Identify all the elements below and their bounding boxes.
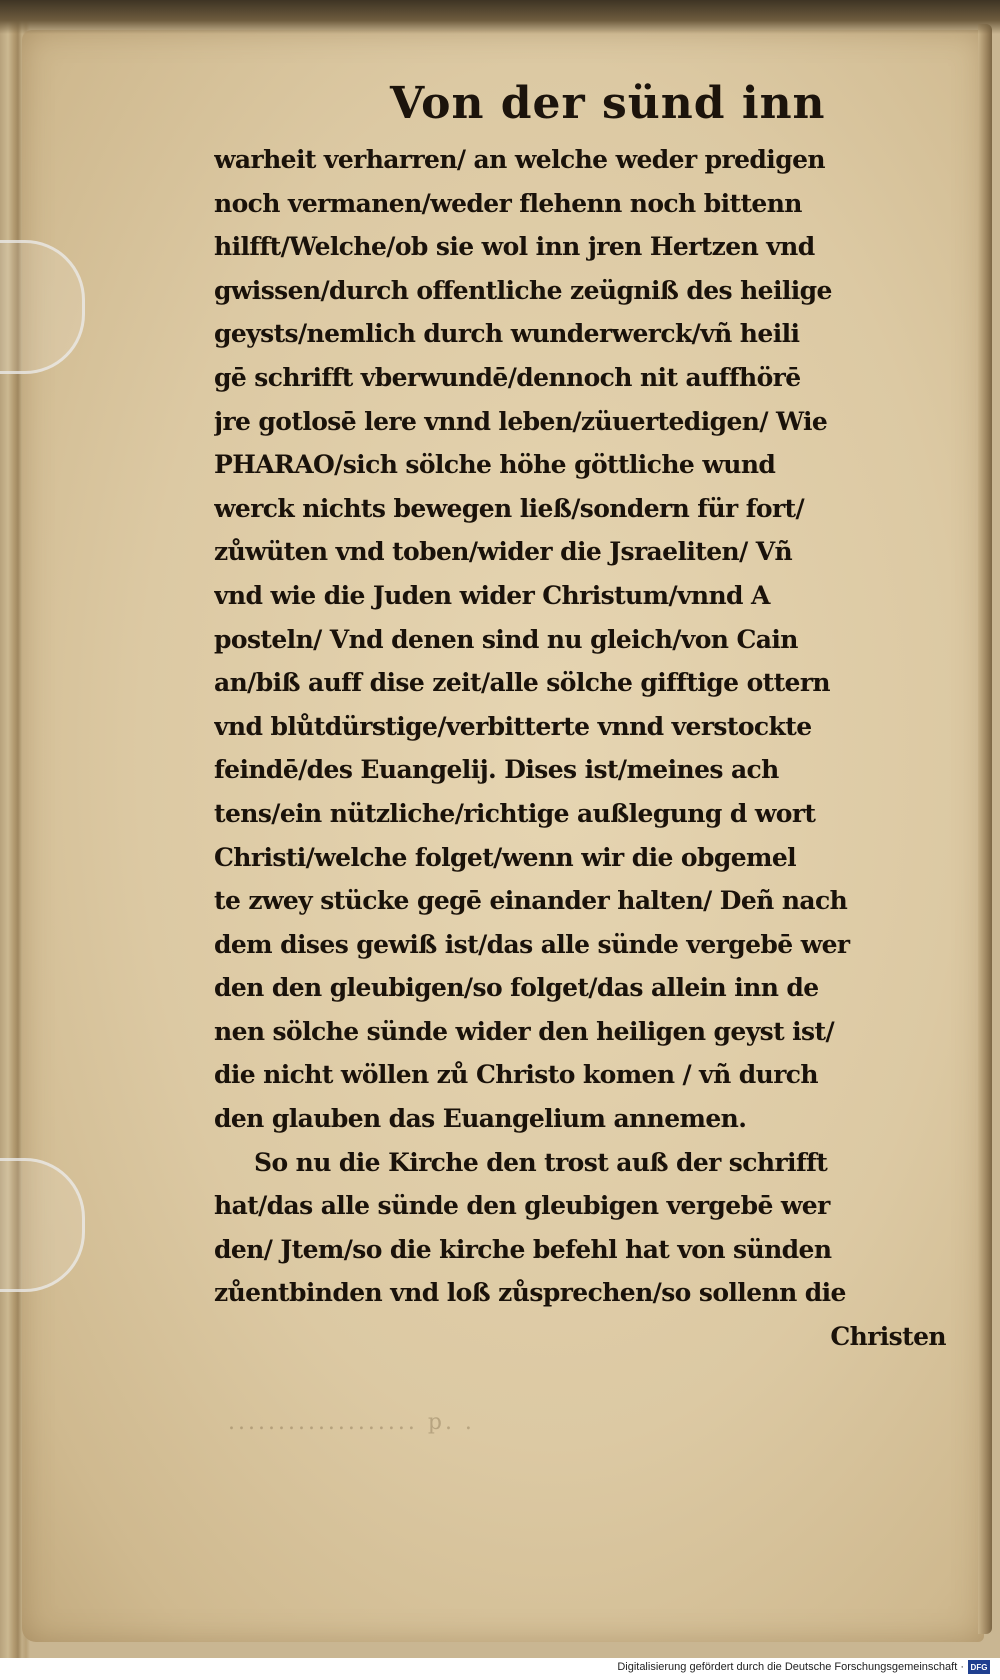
text-line: feindē/des Euangelij. Dises ist/meines ach xyxy=(214,755,779,785)
text-line: gwissen/durch offentliche zeügniß des heilige xyxy=(214,275,832,305)
text-line: warheit verharren/ an welche weder predigen xyxy=(214,145,825,174)
text-line: die nicht wöllen zů Christo komen / vñ durch xyxy=(214,1060,819,1090)
page-edge xyxy=(978,24,992,1634)
text-line: an/biß auff dise zeit/alle sölche gifftige ottern xyxy=(214,668,831,698)
text-line: Christi/welche folget/wenn wir die obgemel xyxy=(214,842,797,872)
text-line: vnd blůtdürstige/verbitterte vnnd verstockte xyxy=(214,711,812,741)
footer-credit: Digitalisierung gefördert durch die Deutsche Forschungsgemeinschaft · xyxy=(617,1661,964,1673)
text-line: werck nichts bewegen ließ/sondern für fort/ xyxy=(214,493,804,523)
running-head: Von der sünd inn xyxy=(390,78,826,129)
text-line: hilfft/Welche/ob sie wol inn jren Hertzen vnd xyxy=(214,232,815,262)
text-line: den den gleubigen/so folget/das allein inn de xyxy=(214,973,819,1003)
paragraph-start-line: So nu die Kirche den trost auß der schrifft xyxy=(254,1147,828,1177)
top-shadow xyxy=(0,0,1000,34)
text-line: hat/das alle sünde den gleubigen vergebē wer xyxy=(214,1191,830,1221)
text-line: jre gotlosē lere vnnd leben/züuertedigen/ Wie xyxy=(214,406,828,436)
catchword: Christen xyxy=(830,1322,946,1352)
text-line: PHARAO/sich sölche höhe göttliche wund xyxy=(214,450,776,480)
text-line: zůwüten vnd toben/wider die Jsraeliten/ Vñ xyxy=(214,537,793,567)
dfg-logo: DFG xyxy=(968,1660,990,1674)
bleed-through-text: ................... p. . xyxy=(228,1410,475,1435)
text-line: dem dises gewiß ist/das alle sünde vergebē wer xyxy=(214,929,850,959)
text-line: den glauben das Euangelium annemen. xyxy=(214,1104,747,1134)
text-line: noch vermanen/weder flehenn noch bittenn xyxy=(214,188,802,218)
text-line: den/ Jtem/so die kirche befehl hat von sünden xyxy=(214,1234,832,1264)
text-line: posteln/ Vnd denen sind nu gleich/von Cain xyxy=(214,624,798,654)
text-line: gē schrifft vberwundē/dennoch nit auffhörē xyxy=(214,362,801,392)
text-line: vnd wie die Juden wider Christum/vnnd A xyxy=(214,580,770,610)
text-line: geysts/nemlich durch wunderwerck/vñ heili xyxy=(214,319,800,349)
text-line: nen sölche sünde wider den heiligen geyst ist/ xyxy=(214,1016,835,1046)
text-line: te zwey stücke gegē einander halten/ Deñ nach xyxy=(214,886,848,916)
text-line: tens/ein nützliche/richtige außlegung d wort xyxy=(214,798,816,828)
text-line: zůentbinden vnd loß zůsprechen/so sollenn die xyxy=(214,1278,846,1308)
text-block xyxy=(214,138,954,1359)
footer xyxy=(617,1656,990,1678)
